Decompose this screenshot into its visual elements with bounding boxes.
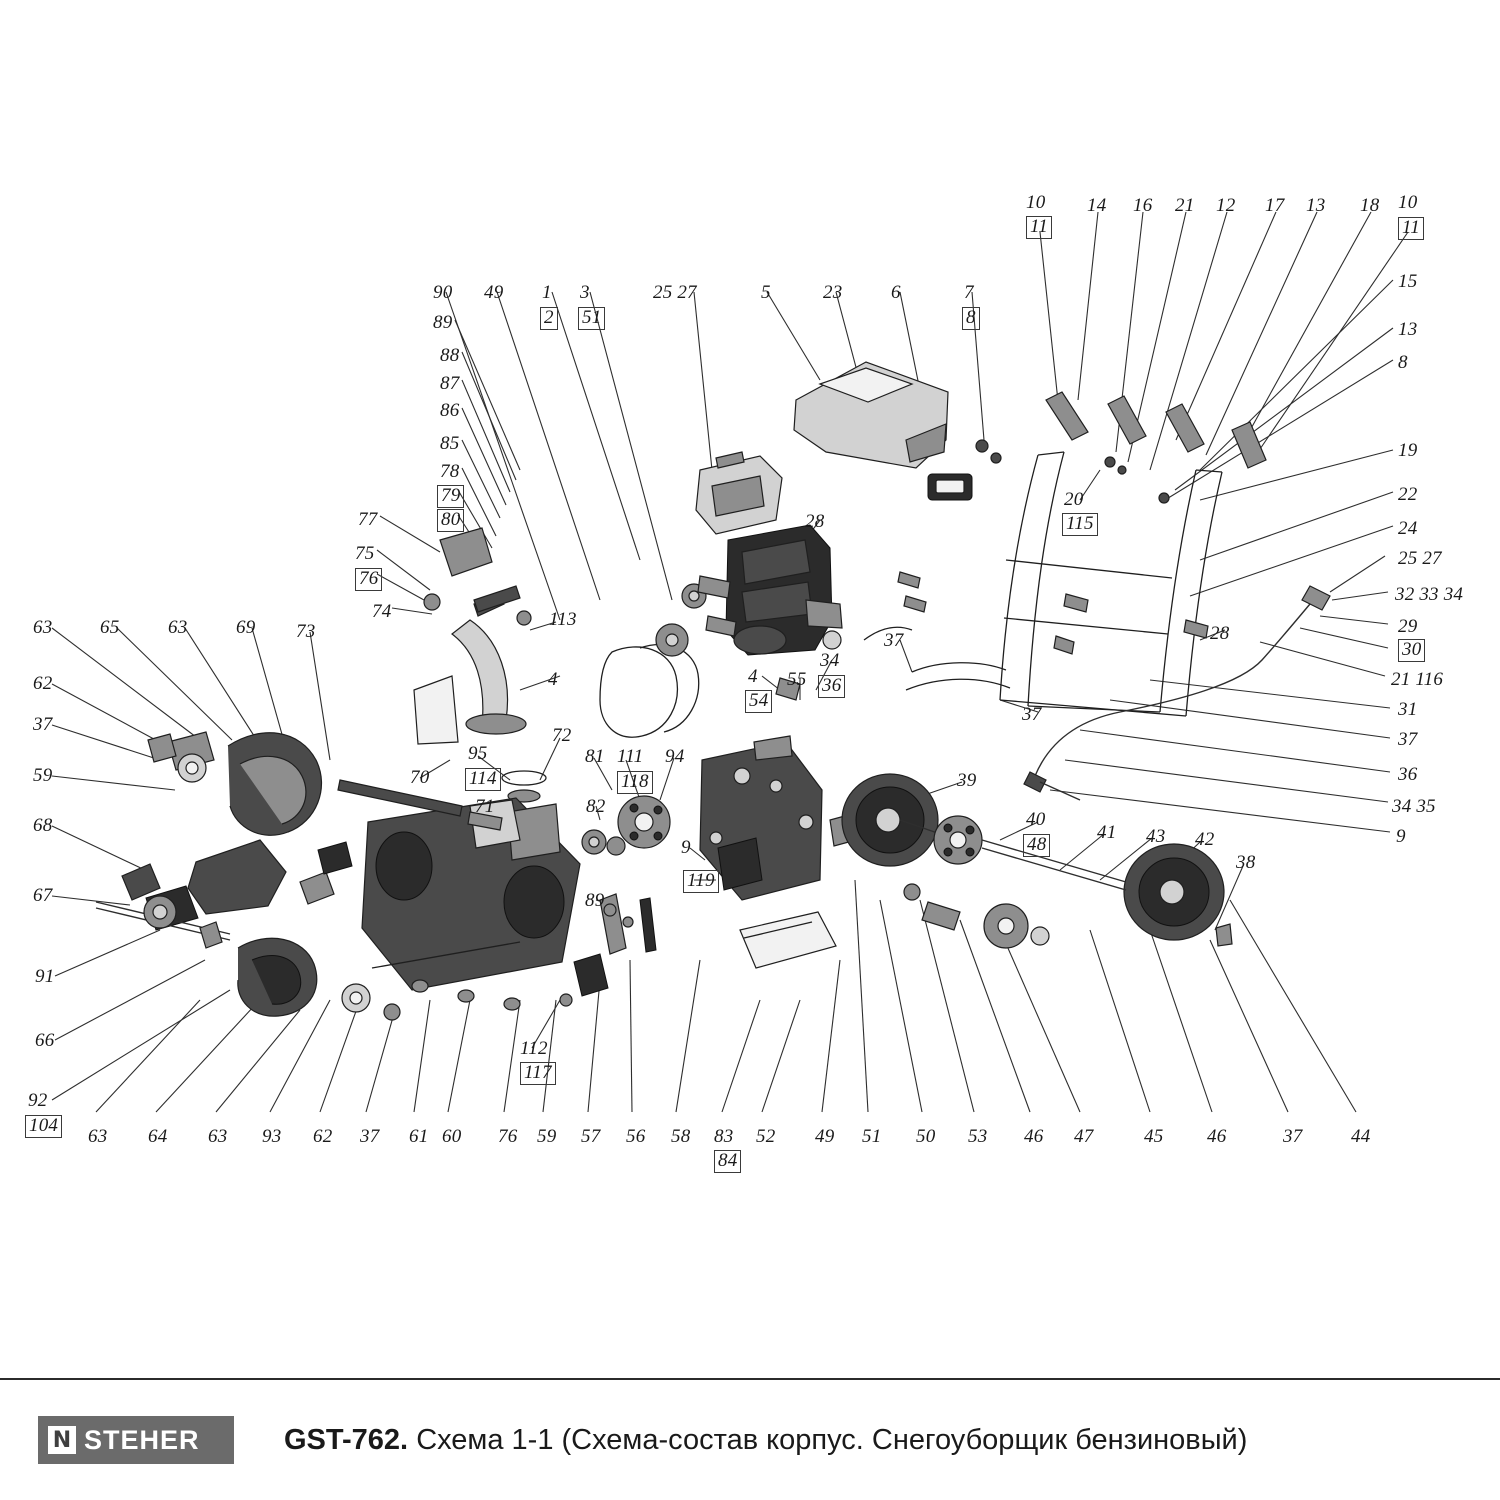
callout-number: 69 [236,617,256,638]
frame-plate [700,736,856,900]
callout-number: 84 [714,1150,741,1173]
brand-name: STEHER [84,1424,200,1455]
callout-number: 28 [805,511,825,532]
callout-number: 51 [578,307,605,330]
scraper-plate [740,912,836,968]
callout-number: 72 [552,725,572,746]
callout-number: 71 [475,796,495,817]
callout-number: 38 [1236,852,1256,873]
callout-number: 62 [313,1126,333,1147]
callout-number: 95 [468,743,488,764]
callout-number: 61 [409,1126,429,1147]
callout-number: 13 [1398,319,1418,340]
callout-number: 94 [665,746,685,767]
upper-cover [794,362,972,500]
callout-number: 81 [585,746,605,767]
callout-number: 77 [358,509,378,530]
callout-number: 112 [520,1038,548,1059]
wheel-left [842,774,946,866]
axle-and-hubs [904,816,1126,948]
callout-number: 24 [1398,518,1418,539]
callout-number: 49 [484,282,504,303]
callout-number: 39 [957,770,977,791]
callout-number: 9 [1396,826,1406,847]
callout-number: 4 [748,666,758,687]
callout-number: 37 [1283,1126,1303,1147]
callout-number: 66 [35,1030,55,1051]
callout-number: 93 [262,1126,282,1147]
callout-number: 59 [33,765,53,786]
callout-number: 22 [1398,484,1418,505]
callout-number: 60 [442,1126,462,1147]
callout-number: 54 [745,690,772,713]
callout-number: 51 [862,1126,882,1147]
callout-number: 28 [1210,623,1230,644]
callout-number: 117 [520,1062,556,1085]
callout-number: 76 [498,1126,518,1147]
callout-number: 53 [968,1126,988,1147]
callout-number: 32 33 34 [1395,584,1464,605]
callout-number: 7 [964,282,974,303]
callout-number: 43 [1146,826,1166,847]
callout-number: 31 [1398,699,1418,720]
callout-number: 63 [168,617,188,638]
callout-number: 52 [756,1126,776,1147]
callout-number: 75 [355,543,375,564]
callout-number: 67 [33,885,53,906]
callout-number: 68 [33,815,53,836]
callout-number: 13 [1306,195,1326,216]
callout-number: 16 [1133,195,1153,216]
engine-assembly [726,525,842,655]
callout-number: 56 [626,1126,646,1147]
callout-number: 83 [714,1126,734,1147]
brand-mark-icon: N [48,1426,76,1454]
wheel-right [1124,844,1232,946]
sheet-description: Схема 1-1 (Схема-состав корпус. Снегоуборщик бензиновый) [416,1423,1248,1456]
callout-number: 37 [884,630,904,651]
callout-number: 76 [355,568,382,591]
callout-number: 111 [617,746,644,767]
footer-bar [0,1378,1500,1500]
callout-number: 64 [148,1126,168,1147]
callout-number: 11 [1398,217,1424,240]
callout-number: 48 [1023,834,1050,857]
callout-number: 15 [1398,271,1418,292]
callout-number: 10 [1026,192,1046,213]
callout-number: 55 [787,669,807,690]
callout-number: 115 [1062,513,1098,536]
callout-number: 70 [410,767,430,788]
model-number: GST-762. [284,1423,409,1456]
brand-logo [38,1416,234,1464]
callout-number: 8 [1398,352,1408,373]
callout-number: 92 [28,1090,48,1111]
callout-number: 49 [815,1126,835,1147]
callout-number: 85 [440,433,460,454]
callout-number: 37 [33,714,53,735]
callout-number: 90 [433,282,453,303]
callout-number: 34 [820,650,840,671]
callout-number: 21 [1175,195,1195,216]
callout-number: 37 [360,1126,380,1147]
callout-number: 63 [88,1126,108,1147]
callout-number: 89 [433,312,453,333]
callout-number: 34 35 [1392,796,1436,817]
callout-number: 91 [35,966,55,987]
callout-number: 5 [761,282,771,303]
callout-number: 25 27 [1398,548,1442,569]
callout-number: 73 [296,621,316,642]
callout-number: 18 [1360,195,1380,216]
chute-control-rod [1024,586,1330,800]
callout-number: 37 [1022,704,1042,725]
callout-number: 23 [823,282,843,303]
callout-number: 6 [891,282,901,303]
callout-number: 8 [962,307,980,330]
callout-number: 79 [437,485,464,508]
callout-number: 57 [581,1126,601,1147]
callout-number: 36 [1398,764,1418,785]
callout-number: 86 [440,400,460,421]
callout-number: 80 [437,509,464,532]
callout-number: 41 [1097,822,1117,843]
callout-number: 36 [818,675,845,698]
muffler-shroud [696,456,782,534]
callout-number: 88 [440,345,460,366]
callout-number: 58 [671,1126,691,1147]
callout-number: 30 [1398,639,1425,662]
callout-number: 12 [1216,195,1236,216]
callout-number: 50 [916,1126,936,1147]
callout-number: 21 116 [1391,669,1444,690]
callout-number: 89 [585,890,605,911]
callout-number: 65 [100,617,120,638]
callout-number: 78 [440,461,460,482]
callout-number: 40 [1026,809,1046,830]
callout-number: 37 [1398,729,1418,750]
callout-number: 62 [33,673,53,694]
callout-number: 3 [580,282,590,303]
callout-number: 19 [1398,440,1418,461]
callout-number: 113 [549,609,577,630]
callout-number: 46 [1207,1126,1227,1147]
callout-number: 9 [681,837,691,858]
callout-number: 29 [1398,616,1418,637]
callout-number: 82 [586,796,606,817]
callout-number: 17 [1265,195,1285,216]
callout-number: 46 [1024,1126,1044,1147]
callout-number: 10 [1398,192,1418,213]
callout-number: 74 [372,601,392,622]
callout-number: 118 [617,771,653,794]
callout-number: 2 [540,307,558,330]
sheet-caption [284,1424,1247,1457]
callout-number: 42 [1195,829,1215,850]
callout-number: 20 [1064,489,1084,510]
callout-number: 47 [1074,1126,1094,1147]
callout-number: 63 [33,617,53,638]
callout-number: 45 [1144,1126,1164,1147]
callout-number: 1 [542,282,552,303]
callout-number: 119 [683,870,719,893]
callout-number: 104 [25,1115,62,1138]
handle-levers [976,392,1266,654]
callout-number: 59 [537,1126,557,1147]
callout-number: 114 [465,768,501,791]
callout-number: 87 [440,373,460,394]
callout-number: 25 27 [653,282,697,303]
callout-number: 63 [208,1126,228,1147]
callout-number: 11 [1026,216,1052,239]
callout-number: 14 [1087,195,1107,216]
callout-number: 4 [548,669,558,690]
callout-number: 44 [1351,1126,1371,1147]
